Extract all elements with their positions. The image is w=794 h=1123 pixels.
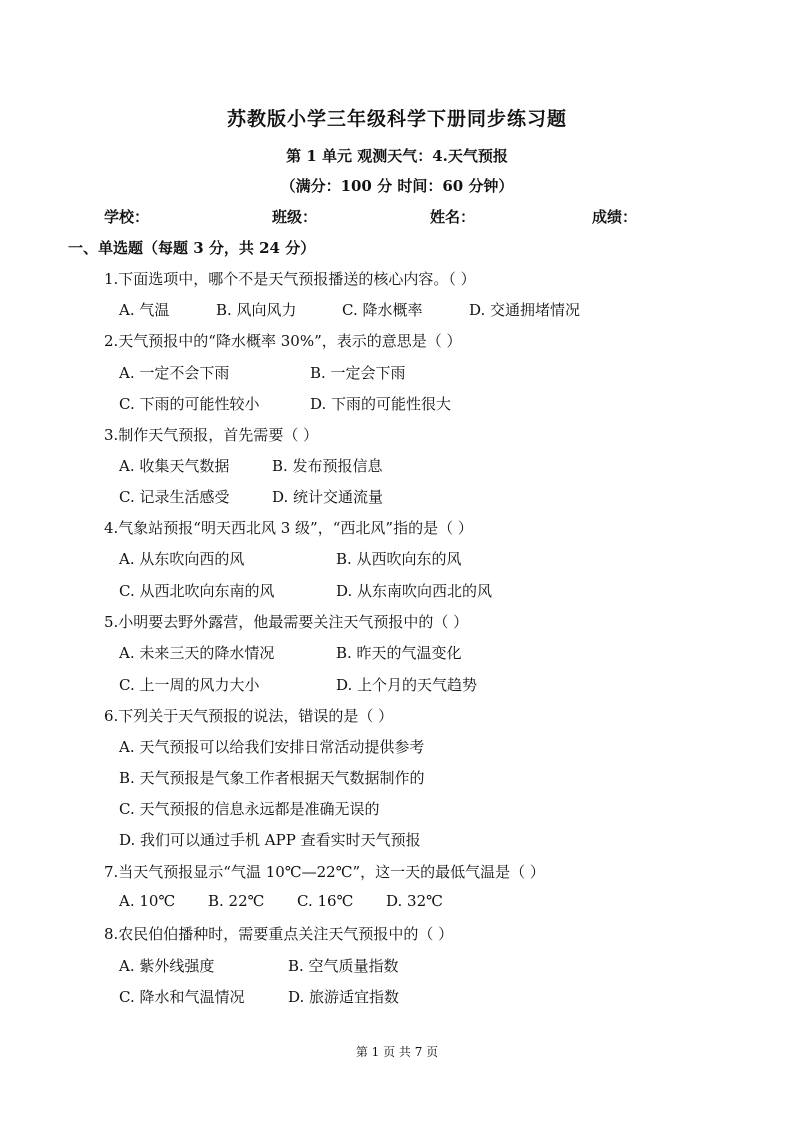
option-b: B. 风向风力 [216,301,297,319]
option-d: D. 交通拥堵情况 [469,301,581,319]
option-d: D. 统计交通流量 [272,488,384,506]
option-c: C. 降水概率 [342,301,423,319]
option-b: B. 一定会下雨 [310,364,406,382]
question-stem: 3.制作天气预报，首先需要（ ） [104,426,319,444]
option-a: A. 天气预报可以给我们安排日常活动提供参考 [119,738,425,756]
option-c: C. 16℃ [297,892,354,910]
option-b: B. 昨天的气温变化 [336,644,462,662]
option-b: B. 从西吹向东的风 [336,550,462,568]
option-d: D. 32℃ [386,892,443,910]
school-field-label: 学校： [104,208,150,226]
question-stem: 4.气象站预报“明天西北风 3 级”，“西北风”指的是（ ） [104,519,473,537]
question-stem: 1.下面选项中，哪个不是天气预报播送的核心内容。（ ） [104,270,476,288]
option-a: A. 气温 [119,301,170,319]
page-title: 苏教版小学三年级科学下册同步练习题 [226,108,567,130]
class-field-label: 班级： [272,208,318,226]
option-a: A. 10℃ [119,892,176,910]
option-d: D. 下雨的可能性很大 [310,395,452,413]
score-time-line: （满分：100 分 时间：60 分钟） [280,177,514,195]
option-c: C. 下雨的可能性较小 [119,395,260,413]
grade-field-label: 成绩： [592,208,638,226]
section-heading: 一、单选题（每题 3 分，共 24 分） [68,239,316,257]
name-field-label: 姓名： [430,208,476,226]
option-d: D. 旅游适宜指数 [288,988,400,1006]
option-c: C. 上一周的风力大小 [119,676,260,694]
option-c: C. 记录生活感受 [119,488,230,506]
page-number-footer: 第 1 页 共 7 页 [355,1045,439,1059]
question-stem: 2.天气预报中的“降水概率 30%”，表示的意思是（ ） [104,332,462,350]
unit-subtitle: 第 1 单元 观测天气：4.天气预报 [286,147,508,165]
option-a: A. 未来三天的降水情况 [119,644,275,662]
option-c: C. 降水和气温情况 [119,988,245,1006]
option-c: C. 从西北吹向东南的风 [119,582,275,600]
option-a: A. 从东吹向西的风 [119,550,245,568]
option-d: D. 从东南吹向西北的风 [336,582,493,600]
option-d: D. 上个月的天气趋势 [336,676,478,694]
option-b: B. 天气预报是气象工作者根据天气数据制作的 [119,769,425,787]
option-b: B. 发布预报信息 [272,457,383,475]
option-b: B. 空气质量指数 [288,957,399,975]
option-d: D. 我们可以通过手机 APP 查看实时天气预报 [119,831,421,849]
question-stem: 7.当天气预报显示“气温 10℃—22℃”，这一天的最低气温是（ ） [104,863,545,881]
option-a: A. 一定不会下雨 [119,364,230,382]
option-a: A. 收集天气数据 [119,457,230,475]
question-stem: 5.小明要去野外露营，他最需要关注天气预报中的（ ） [104,613,469,631]
question-stem: 6.下列关于天气预报的说法，错误的是（ ） [104,707,394,725]
option-b: B. 22℃ [208,892,265,910]
question-stem: 8.农民伯伯播种时，需要重点关注天气预报中的（ ） [104,925,454,943]
option-c: C. 天气预报的信息永远都是准确无误的 [119,800,380,818]
option-a: A. 紫外线强度 [119,957,215,975]
